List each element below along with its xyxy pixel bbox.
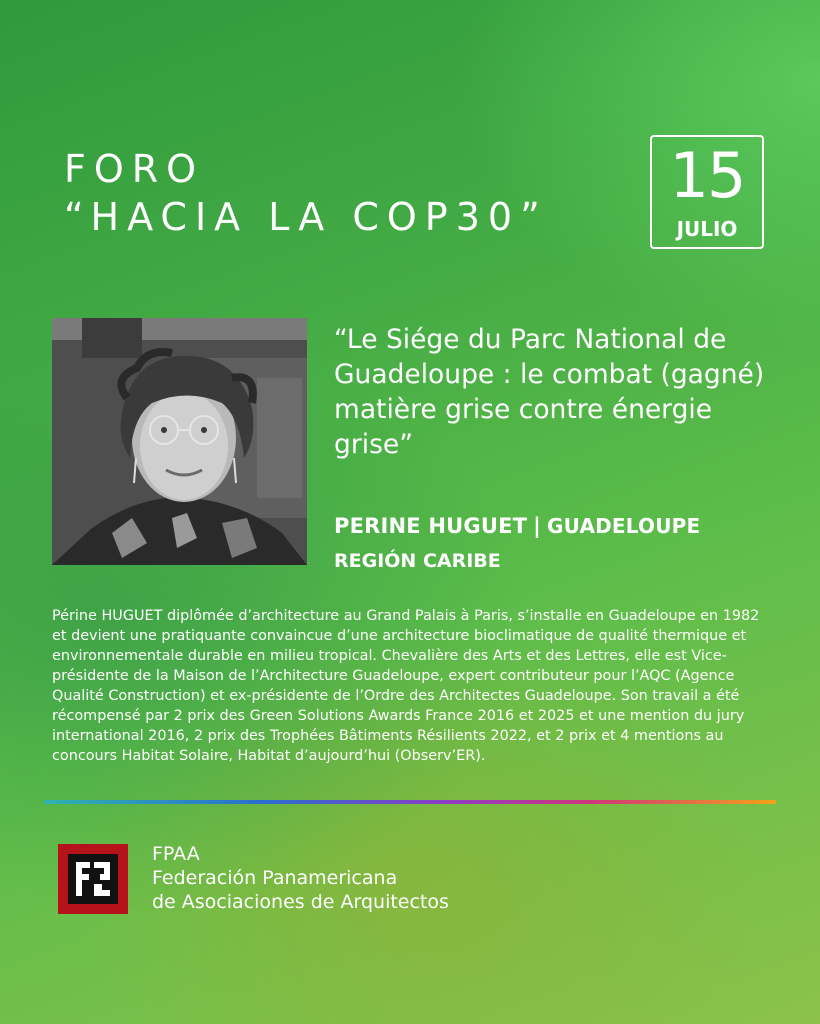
event-title-line-1: FORO [64, 147, 205, 191]
speaker-bio: Périne HUGUET diplômée d’architecture au Grand Palais à Paris, s’installe en Guadeloupe en 1982 et devient une pratiquante convaincue d’une architecture bioclimatique de qualité thermique et environnementale durable en milieu tropical. Chevalière des Arts et des Lettres, elle est Vice-présidente de la Maison de l’Architecture Guadeloupe, expert contributeur pour l’AQC (Agence Qualité Construction) et ex-présidente de l’Ordre des Architectes Guadeloupe. Son travail a été récompensé par 2 prix des Green Solutions Awards France 2016 et 2025 et une mention du jury international 2016, 2 prix des Trophées Bâtiments Résilients 2022, et 2 prix et 4 mentions au concours Habitat Solaire, Habitat d’aujourd’hui (Observ’ER). [52, 608, 760, 764]
rainbow-divider [44, 800, 776, 804]
speaker-region: REGIÓN CARIBE [334, 550, 501, 572]
speaker-name: PERINE HUGUET [334, 514, 528, 538]
date-day: 15 [669, 139, 745, 212]
speaker-photo [52, 318, 307, 565]
speaker-country: GUADELOUPE [547, 514, 701, 538]
org-name-line-2: de Asociaciones de Arquitectos [152, 891, 449, 913]
date-month: JULIO [676, 217, 738, 241]
speaker-heading [334, 514, 700, 538]
speaker-separator: | [533, 514, 542, 538]
event-title-line-2: “HACIA LA COP30” [64, 195, 548, 239]
org-name-line-1: Federación Panamericana [152, 867, 398, 889]
talk-quote: “Le Siége du Parc National de Guadeloupe : le combat (gagné) matière grise contre énergie grise” [334, 324, 765, 460]
portrait-photo-icon [52, 318, 307, 565]
org-abbreviation: FPAA [152, 843, 200, 865]
fpaa-logo-icon [58, 844, 128, 914]
date-badge [650, 135, 764, 249]
